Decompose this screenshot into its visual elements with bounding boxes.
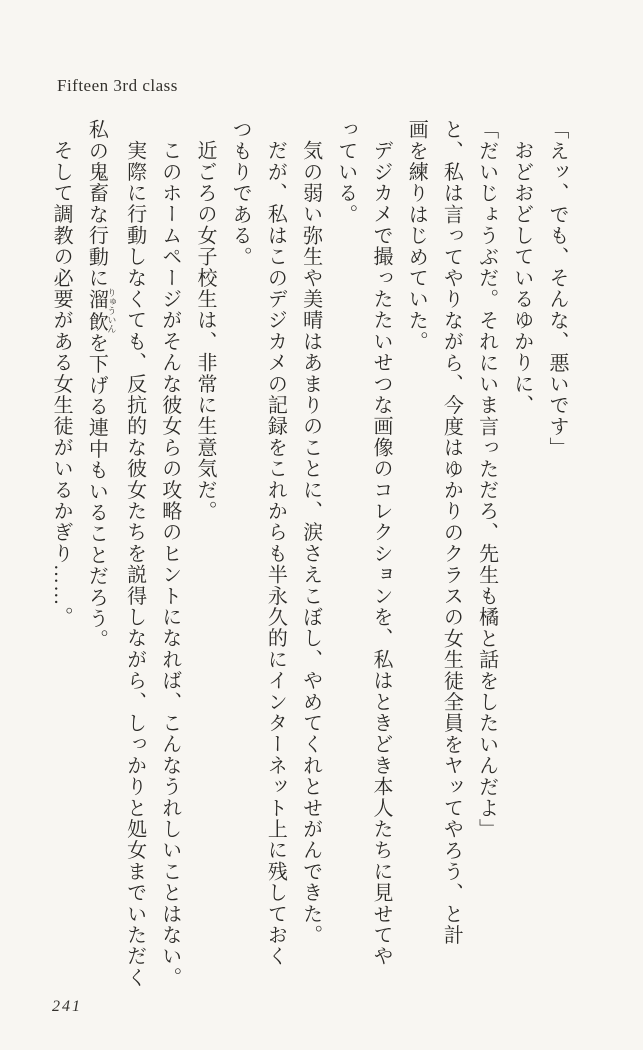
text-column: 気の弱い弥生や美晴はあまりのことに、涙さえこぼし、やめてくれとせがんできた。 [299, 140, 322, 946]
text-column: つもりである。 [229, 119, 252, 268]
text-column: 「だいじょうぶだ。それにいま言っただろ、先生も橘と話をしたいんだよ」 [475, 119, 498, 840]
text-column: 画を練りはじめていた。 [405, 119, 428, 353]
text-column: と、私は言ってやりながら、今度はゆかりのクラスの女生徒全員をヤッてやろう、と計 [440, 119, 463, 946]
text-column: 「えッ、でも、そんな、悪いです」 [546, 119, 568, 459]
text-column: デジカメで撮ったたいせつな画像のコレクションを、私はときどき本人たちに見せてや [369, 140, 392, 967]
text-column: っている。 [334, 119, 357, 225]
text-column: このホームページがそんな彼女らの攻略のヒントになれば、こんなうれしいことはない。 [158, 140, 181, 988]
text-column: 近ごろの女子校生は、非常に生意気だ。 [193, 140, 216, 522]
text-column: 実際に行動しなくても、反抗的な彼女たちを説得しながら、しっかりと処女までいただく [123, 140, 146, 988]
running-header: Fifteen 3rd class [57, 76, 178, 95]
page-number: 241 [52, 998, 82, 1015]
text-column: 私の鬼畜な行動に溜飲 りゅういんを下げる連中もいることだろう。 [85, 119, 117, 651]
text-column: そして調教の必要がある女生徒がいるかぎり……。 [50, 140, 73, 628]
text-column: おどおどしているゆかりに、 [510, 140, 533, 416]
ruby-annotated-word: 溜飲 りゅういん [85, 287, 117, 333]
text-column: だが、私はこのデジカメの記録をこれからも半永久的にインターネット上に残しておく [264, 140, 287, 967]
text-columns [43, 119, 574, 991]
